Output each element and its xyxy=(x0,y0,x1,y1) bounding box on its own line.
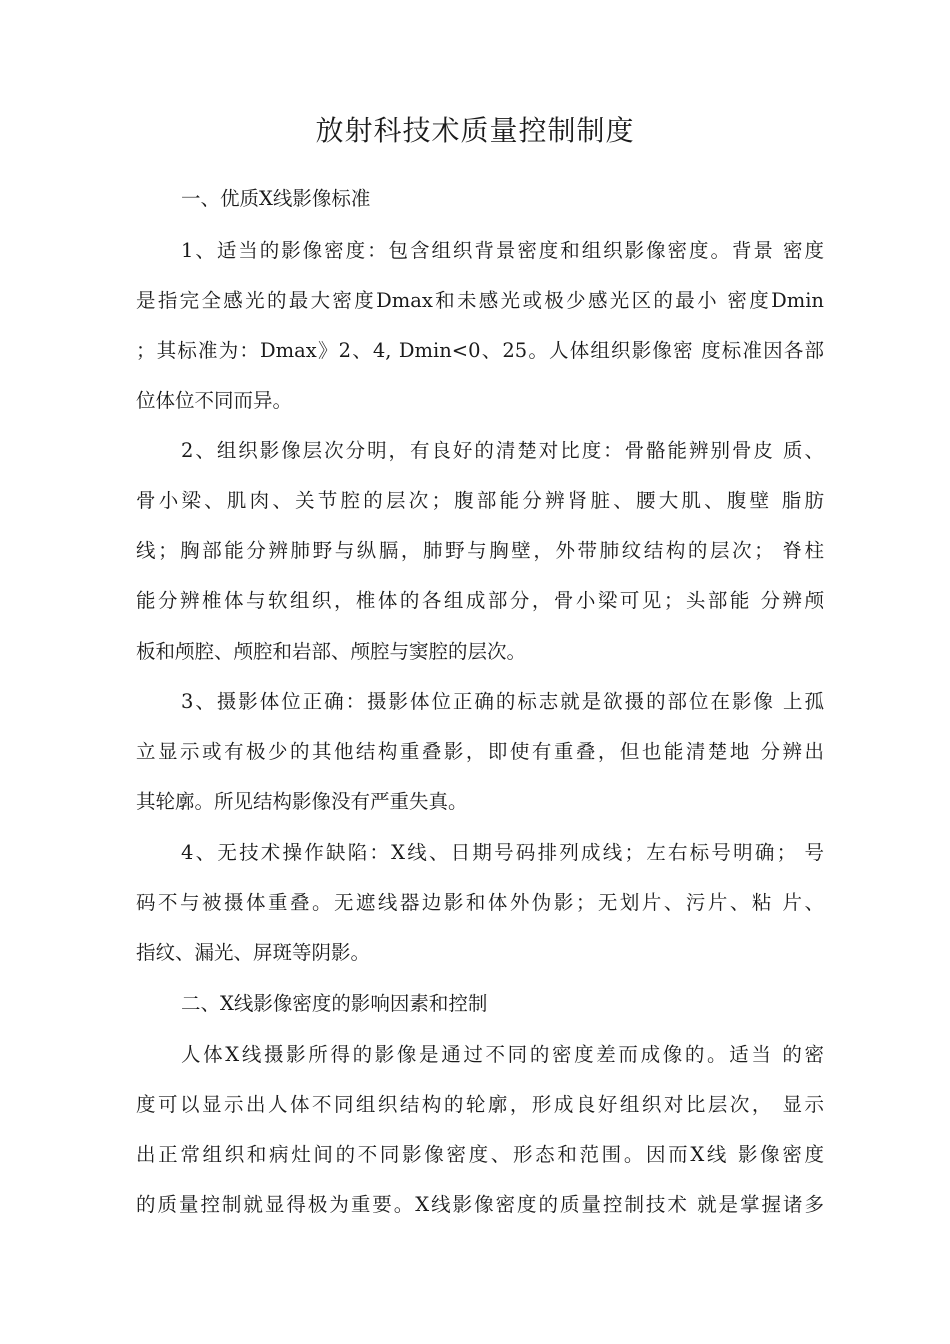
text-line: 码不与被摄体重叠。无遮线器边影和体外伪影；无划片、污片、粘 片、 xyxy=(136,891,824,914)
text-line: 板和颅腔、颅腔和岩部、颅腔与窦腔的层次。 xyxy=(136,640,527,663)
text-line: 人体X线摄影所得的影像是通过不同的密度差而成像的。适当 的密 xyxy=(181,1043,824,1066)
section-heading: 一、优质X线影像标准 xyxy=(181,187,371,210)
text-line: 出正常组织和病灶间的不同影像密度、形态和范围。因而X线 影像密度 xyxy=(136,1143,824,1166)
text-line: 的质量控制就显得极为重要。X线影像密度的质量控制技术 就是掌握诸多 xyxy=(136,1193,824,1216)
section-heading: 二、X线影像密度的影响因素和控制 xyxy=(181,992,488,1015)
text-line: 度可以显示出人体不同组织结构的轮廓，形成良好组织对比层次， 显示 xyxy=(136,1093,824,1116)
text-line: 2、组织影像层次分明，有良好的清楚对比度：骨骼能辨别骨皮 质、 xyxy=(181,439,824,462)
text-line: 其轮廓。所见结构影像没有严重失真。 xyxy=(136,790,468,813)
text-line: 立显示或有极少的其他结构重叠影，即使有重叠，但也能清楚地 分辨出 xyxy=(136,740,824,763)
text-line: ；其标准为：Dmax》2、4, Dmin<0、25。人体组织影像密 度标准因各部 xyxy=(136,339,824,362)
text-line: 指纹、漏光、屏斑等阴影。 xyxy=(136,941,371,964)
text-line: 能分辨椎体与软组织，椎体的各组成部分，骨小梁可见；头部能 分辨颅 xyxy=(136,589,824,612)
text-line: 线；胸部能分辨肺野与纵膈，肺野与胸壁，外带肺纹结构的层次； 脊柱 xyxy=(136,539,824,562)
page-title: 放射科技术质量控制制度 xyxy=(315,114,635,147)
text-line: 位体位不同而异。 xyxy=(136,389,293,412)
text-line: 是指完全感光的最大密度Dmax和未感光或极少感光区的最小 密度Dmin xyxy=(136,289,824,312)
text-line: 4、无技术操作缺陷：X线、日期号码排列成线；左右标号明确； 号 xyxy=(181,841,824,864)
text-line: 1、适当的影像密度：包含组织背景密度和组织影像密度。背景 密度 xyxy=(181,239,824,262)
text-line: 3、摄影体位正确：摄影体位正确的标志就是欲摄的部位在影像 上孤 xyxy=(181,690,824,713)
text-line: 骨小梁、肌肉、关节腔的层次；腹部能分辨肾脏、腰大肌、腹壁 脂肪 xyxy=(136,489,824,512)
